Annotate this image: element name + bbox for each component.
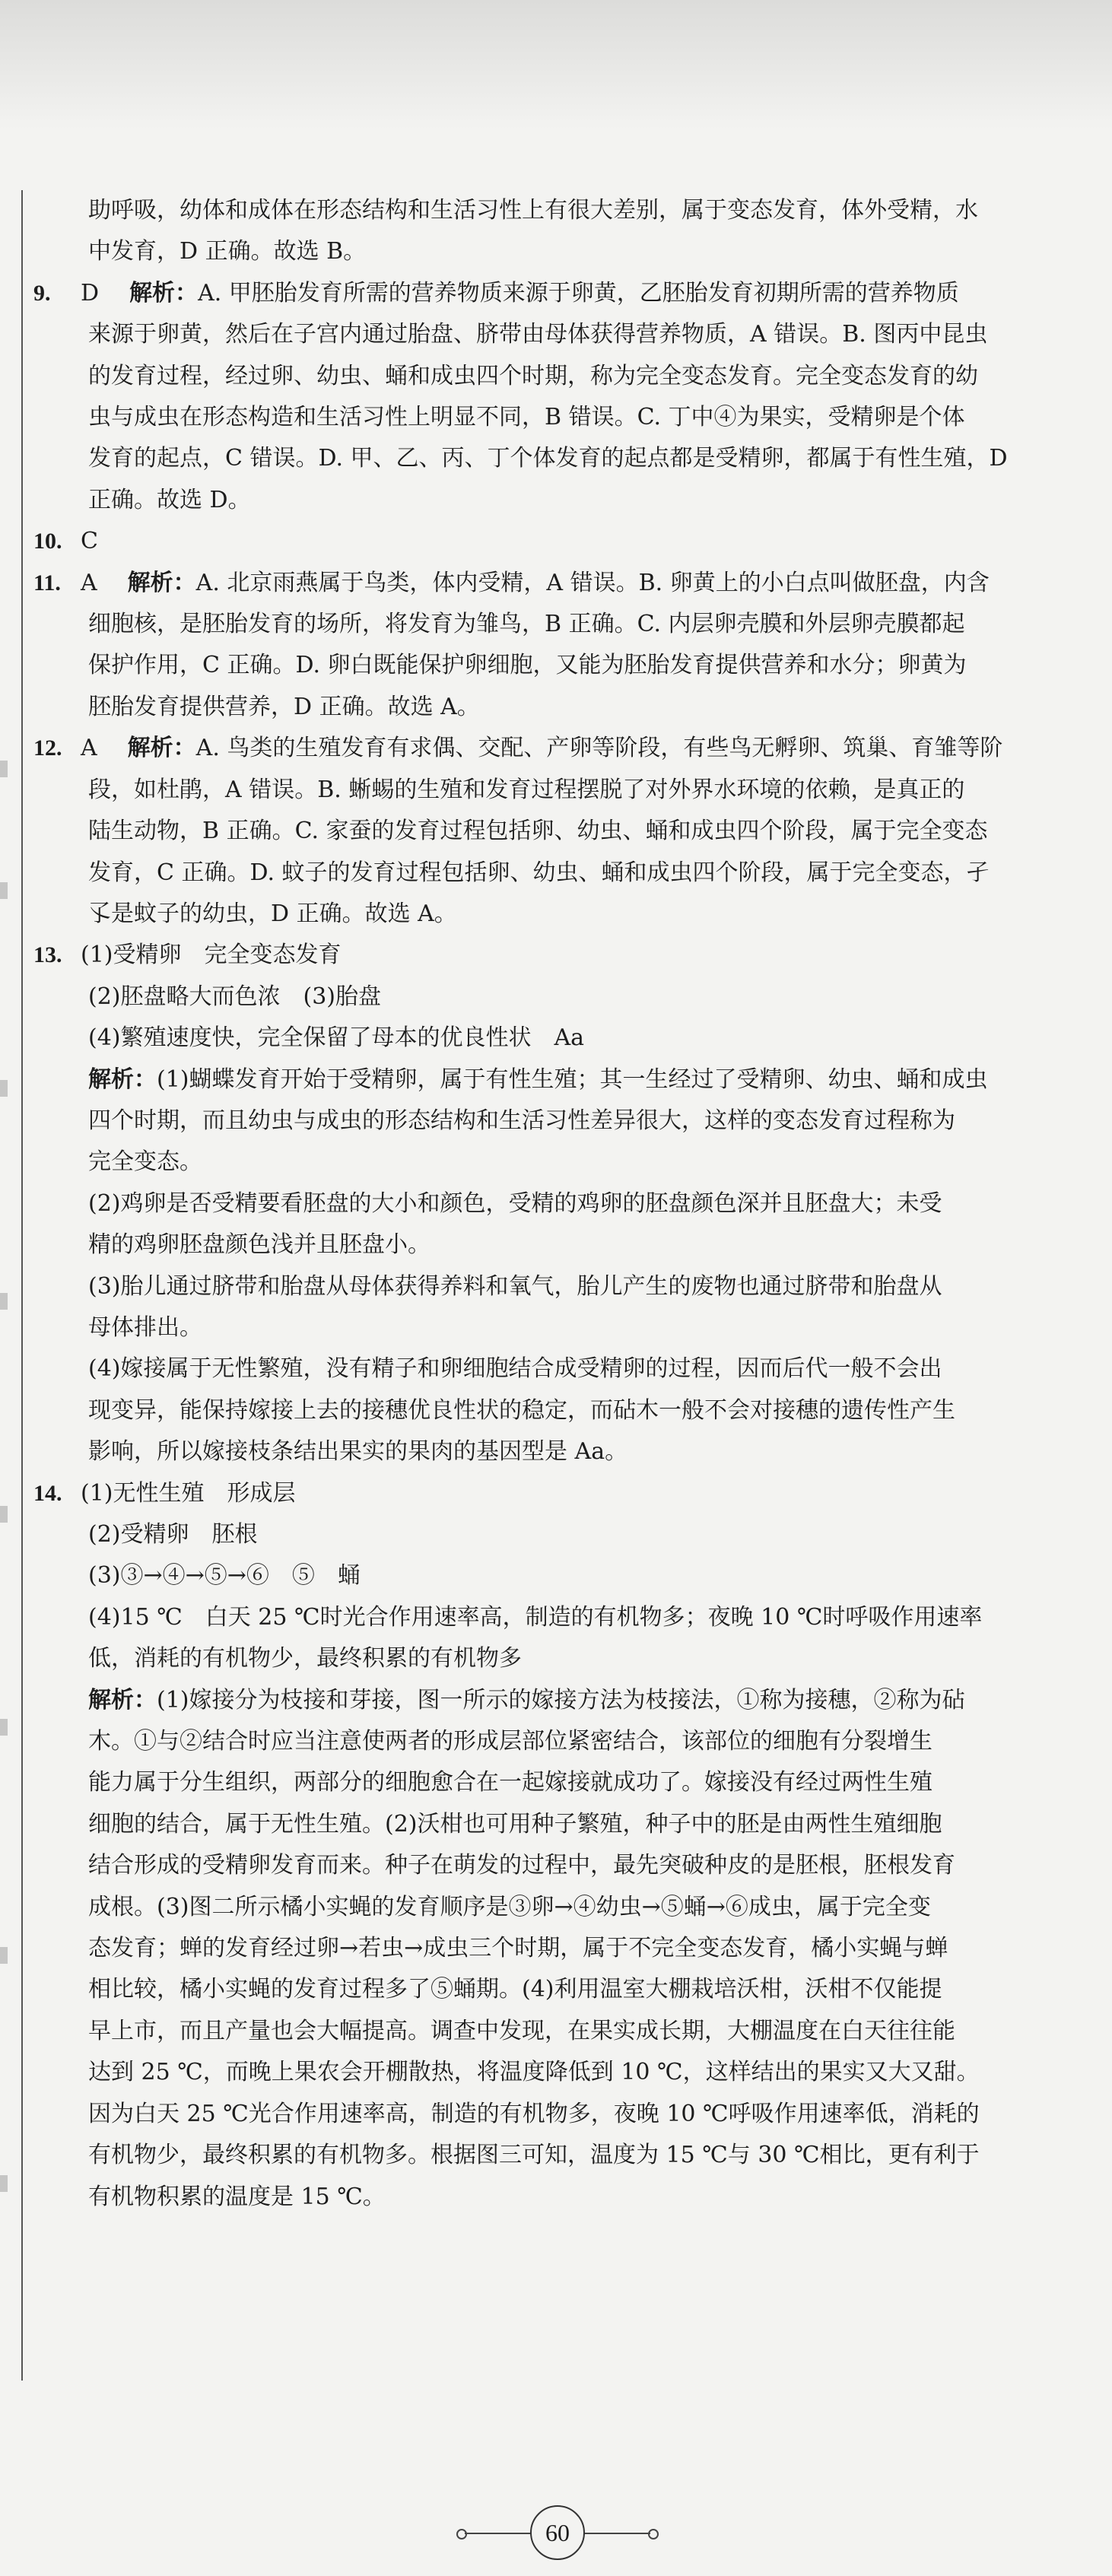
text-line: (2)鸡卵是否受精要看胚盘的大小和颜色，受精的鸡卵的胚盘颜色深并且胚盘大；未受	[88, 1190, 942, 1217]
text-line: 有机物少，最终积累的有机物多。根据图三可知，温度为 15 ℃与 30 ℃相比，更有利于	[88, 2142, 980, 2169]
text-line: (4)嫁接属于无性繁殖，没有精子和卵细胞结合成受精卵的过程，因而后代一般不会出	[88, 1355, 942, 1383]
text-line: 中发育，D 正确。故选 B。	[88, 238, 367, 265]
text-line: 木。①与②结合时应当注意使两者的形成层部位紧密结合，该部位的细胞有分裂增生	[88, 1728, 932, 1755]
text-line: 完全变态。	[88, 1148, 202, 1176]
text-line: 虫与成虫在形态构造和生活习性上明显不同，B 错误。C. 丁中④为果实，受精卵是个体	[88, 404, 965, 431]
analysis-label: 解析：	[88, 1066, 157, 1093]
text-line: 因为白天 25 ℃光合作用速率高，制造的有机物多，夜晚 10 ℃呼吸作用速率低，消耗的	[88, 2100, 980, 2127]
page-footer	[0, 2502, 1112, 2563]
question-10	[33, 521, 1085, 562]
text-line: 正确。故选 D。	[88, 486, 251, 513]
analysis-label: 解析：	[127, 569, 196, 596]
answer-content	[33, 190, 1085, 2218]
text-line: 相比较，橘小实蝇的发育过程多了⑤蛹期。(4)利用温室大棚栽培沃柑，沃柑不仅能提	[88, 1976, 942, 2003]
text-line: 母体排出。	[88, 1313, 202, 1341]
text-line: 影响，所以嫁接枝条结出果实的果肉的基因型是 Aa。	[88, 1438, 628, 1466]
text-line: 发育，C 正确。D. 蚊子的发育过程包括卵、幼虫、蛹和成虫四个阶段，属于完全变态，孑	[88, 859, 990, 886]
text-line: (4)繁殖速度快，完全保留了母本的优良性状 Aa	[88, 1024, 585, 1052]
analysis-label: 解析：	[88, 1686, 157, 1714]
text-line: 细胞的结合，属于无性生殖。(2)沃柑也可用种子繁殖，种子中的胚是由两性生殖细胞	[88, 1810, 942, 1838]
answer-letter: A	[81, 569, 97, 596]
text-line: 的发育过程，经过卵、幼虫、蛹和成虫四个时期，称为完全变态发育。完全变态发育的幼	[88, 362, 978, 389]
text-line: 孓是蚊子的幼虫，D 正确。故选 A。	[88, 900, 457, 927]
text-line: (4)15 ℃ 白天 25 ℃时光合作用速率高，制造的有机物多；夜晚 10 ℃时呼吸作用速率	[88, 1603, 983, 1631]
analysis-label: 解析：	[127, 735, 196, 762]
page-number: 60	[530, 2505, 585, 2560]
text-line: 发育的起点，C 错误。D. 甲、乙、丙、丁个体发育的起点都是受精卵，都属于有性生殖，D	[88, 445, 1008, 472]
text-line: 低，消耗的有机物少，最终积累的有机物多	[88, 1645, 522, 1672]
text-line: 达到 25 ℃，而晚上果农会开棚散热，将温度降低到 10 ℃，这样结出的果实又大又甜。	[88, 2059, 980, 2086]
question-13	[33, 935, 1085, 976]
text-line: (1)无性生殖 形成层	[81, 1479, 296, 1507]
text-line: 早上市，而且产量也会大幅提高。调查中发现，在果实成长期，大棚温度在白天往往能	[88, 2017, 955, 2044]
question-9	[33, 273, 1085, 314]
text-line: 陆生动物，B 正确。C. 家蚕的发育过程包括卵、幼虫、蛹和成虫四个阶段，属于完全变态	[88, 818, 988, 845]
question-number: 10.	[33, 529, 62, 554]
text-line: A. 北京雨燕属于鸟类，体内受精，A 错误。B. 卵黄上的小白点叫做胚盘，内含	[195, 569, 990, 596]
ornament-dot-icon	[648, 2529, 659, 2539]
analysis-line	[33, 1059, 1085, 1101]
text-line: 成根。(3)图二所示橘小实蝇的发育顺序是③卵→④幼虫→⑤蛹→⑥成虫，属于完全变	[88, 1893, 931, 1920]
footer-ornament-left	[465, 2533, 537, 2534]
analysis-line	[33, 1680, 1085, 1721]
text-line: 助呼吸，幼体和成体在形态结构和生活习性上有很大差别，属于变态发育，体外受精，水	[88, 197, 978, 224]
text-line: 四个时期，而且幼虫与成虫的形态结构和生活习性差异很大，这样的变态发育过程称为	[88, 1107, 955, 1134]
text-line: 来源于卵黄，然后在子宫内通过胎盘、脐带由母体获得营养物质，A 错误。B. 图丙中昆虫	[88, 321, 988, 348]
text-line: 现变异，能保持嫁接上去的接穗优良性状的稳定，而砧木一般不会对接穗的遗传性产生	[88, 1396, 955, 1424]
text-line: 细胞核，是胚胎发育的场所，将发育为雏鸟，B 正确。C. 内层卵壳膜和外层卵壳膜都起	[88, 611, 965, 638]
question-number: 14.	[33, 1480, 62, 1506]
footer-ornament-right	[578, 2533, 650, 2534]
text-line: 结合形成的受精卵发育而来。种子在萌发的过程中，最先突破种皮的是胚根，胚根发育	[88, 1852, 955, 1879]
question-number: 11.	[33, 570, 61, 596]
text-line: 段，如杜鹃，A 错误。B. 蜥蜴的生殖和发育过程摆脱了对外界水环境的依赖，是真正的	[88, 776, 965, 803]
answer-letter: D	[81, 279, 100, 307]
text-line: (1)蝴蝶发育开始于受精卵，属于有性生殖；其一生经过了受精卵、幼虫、蛹和成虫	[157, 1066, 988, 1093]
question-number: 9.	[33, 280, 51, 306]
question-number: 12.	[33, 735, 62, 761]
text-line: 胚胎发育提供营养，D 正确。故选 A。	[88, 693, 480, 720]
question-number: 13.	[33, 942, 62, 968]
text-line: 态发育；蝉的发育经过卵→若虫→成虫三个时期，属于不完全变态发育，橘小实蝇与蝉	[88, 1935, 948, 1962]
text-line: A. 甲胚胎发育所需的营养物质来源于卵黄，乙胚胎发育初期所需的营养物质	[198, 279, 959, 307]
question-11	[33, 563, 1085, 604]
text-line: A. 鸟类的生殖发育有求偶、交配、产卵等阶段，有些鸟无孵卵、筑巢、育雏等阶	[195, 735, 1003, 762]
text-line: (1)受精卵 完全变态发育	[81, 942, 342, 969]
text-line: (3)胎儿通过脐带和胎盘从母体获得养料和氧气，胎儿产生的废物也通过脐带和胎盘从	[88, 1272, 942, 1300]
ornament-dot-icon	[456, 2529, 467, 2539]
text-line: (2)胚盘略大而色浓 (3)胎盘	[88, 983, 381, 1010]
answer-letter: C	[81, 528, 98, 555]
text-line: (3)③→④→⑤→⑥ ⑤ 蛹	[88, 1562, 361, 1590]
left-rule	[21, 190, 23, 2381]
question-14	[33, 1473, 1085, 1514]
question-12	[33, 728, 1085, 769]
text-line: 能力属于分生组织，两部分的细胞愈合在一起嫁接就成功了。嫁接没有经过两性生殖	[88, 1769, 932, 1796]
text-line: (1)嫁接分为枝接和芽接，图一所示的嫁接方法为枝接法，①称为接穗，②称为砧	[157, 1686, 965, 1714]
text-line: 保护作用，C 正确。D. 卵白既能保护卵细胞，又能为胚胎发育提供营养和水分；卵黄为	[88, 652, 967, 679]
analysis-label: 解析：	[129, 279, 199, 307]
answer-letter: A	[81, 735, 97, 762]
text-line: (2)受精卵 胚根	[88, 1521, 258, 1548]
binding-edge-marks	[0, 761, 9, 2358]
text-line: 有机物积累的温度是 15 ℃。	[88, 2183, 386, 2210]
text-line: 精的鸡卵胚盘颜色浅并且胚盘小。	[88, 1231, 431, 1259]
scan-top-shadow	[0, 0, 1112, 129]
